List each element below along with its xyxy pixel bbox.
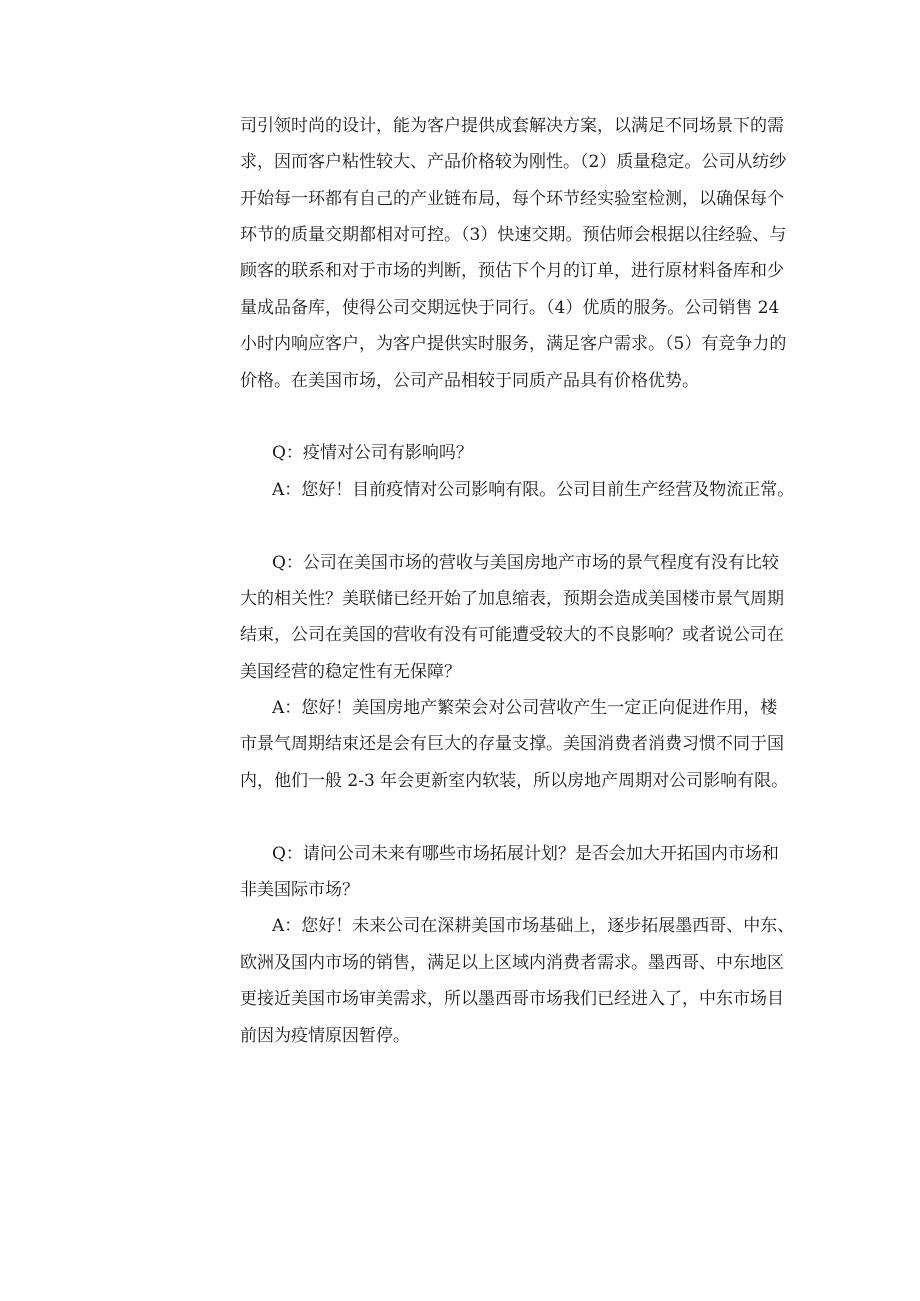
answer-line: 内，他们一般 2-3 年会更新室内软装，所以房地产周期对公司影响有限。 bbox=[240, 771, 789, 791]
answer-line: A：您好！目前疫情对公司影响有限。公司目前生产经营及物流正常。 bbox=[272, 480, 795, 500]
question-line: 非美国际市场？ bbox=[240, 880, 359, 900]
question-line: 大的相关性？美联储已经开始了加息缩表，预期会造成美国楼市景气周期 bbox=[240, 589, 784, 609]
question-line: 结束，公司在美国的营收有没有可能遭受较大的不良影响？或者说公司在 bbox=[240, 625, 784, 645]
text-line: 价格。在美国市场，公司产品相较于同质产品具有价格优势。 bbox=[240, 371, 699, 391]
question-line: 美国经营的稳定性有无保障？ bbox=[240, 662, 461, 682]
text-line: 环节的质量交期都相对可控。（3）快速交期。预估师会根据以往经验、与 bbox=[240, 225, 787, 245]
text-line: 司引领时尚的设计，能为客户提供成套解决方案，以满足不同场景下的需 bbox=[240, 116, 784, 136]
text-line: 小时内响应客户，为客户提供实时服务，满足客户需求。（5）有竞争力的 bbox=[240, 334, 787, 354]
text-line: 量成品备库，使得公司交期远快于同行。（4）优质的服务。公司销售 24 bbox=[240, 298, 780, 318]
answer-line: 更接近美国市场审美需求，所以墨西哥市场我们已经进入了，中东市场目 bbox=[240, 989, 784, 1009]
question-line: Q：公司在美国市场的营收与美国房地产市场的景气程度有没有比较 bbox=[272, 553, 779, 573]
text-line: 求，因而客户粘性较大、产品价格较为刚性。（2）质量稳定。公司从纺纱 bbox=[240, 152, 787, 172]
text-line: 顾客的联系和对于市场的判断，预估下个月的订单，进行原材料备库和少 bbox=[240, 261, 784, 281]
question-line: Q：疫情对公司有影响吗？ bbox=[272, 443, 473, 463]
answer-line: 前因为疫情原因暂停。 bbox=[240, 1026, 410, 1046]
answer-line: A：您好！美国房地产繁荣会对公司营收产生一定正向促进作用，楼 bbox=[272, 698, 778, 718]
answer-line: 欧洲及国内市场的销售，满足以上区域内消费者需求。墨西哥、中东地区 bbox=[240, 953, 784, 973]
question-line: Q：请问公司未来有哪些市场拓展计划？是否会加大开拓国内市场和 bbox=[272, 844, 779, 864]
answer-line: A：您好！未来公司在深耕美国市场基础上，逐步拓展墨西哥、中东、 bbox=[272, 916, 795, 936]
text-line: 开始每一环都有自己的产业链布局，每个环节经实验室检测，以确保每个 bbox=[240, 189, 784, 209]
answer-line: 市景气周期结束还是会有巨大的存量支撑。美国消费者消费习惯不同于国 bbox=[240, 734, 784, 754]
